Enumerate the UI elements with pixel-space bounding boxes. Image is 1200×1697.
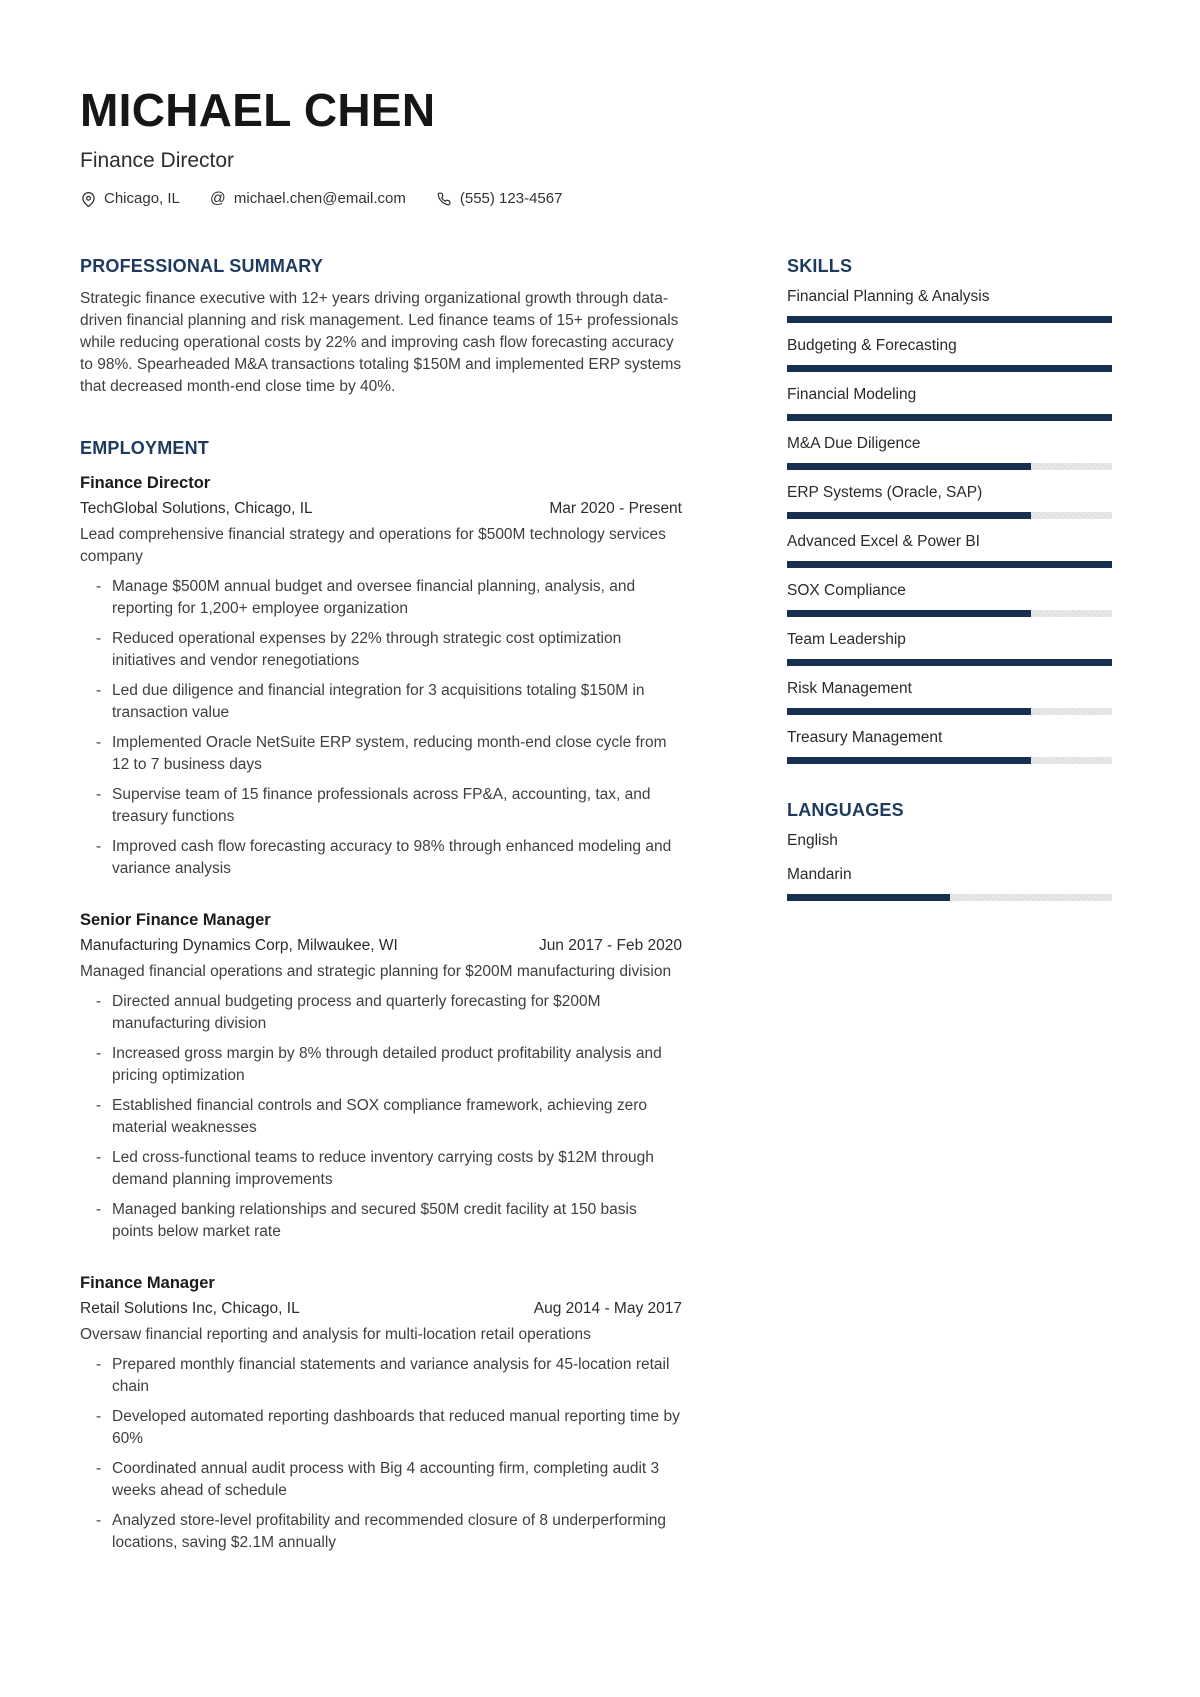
rated-item-label: Treasury Management xyxy=(787,729,943,746)
level-bar-fill xyxy=(787,463,1031,470)
job-bullet: - Prepared monthly financial statements and variance analysis for 45-location retail chain xyxy=(80,1354,682,1397)
job-bullet: - Manage $500M annual budget and oversee financial planning, analysis, and reporting for 1,200+ employee organization xyxy=(80,576,682,619)
level-bar-fill xyxy=(787,561,1112,568)
rated-item-label: Team Leadership xyxy=(787,631,906,648)
employment-heading: EMPLOYMENT xyxy=(80,438,210,458)
skill-item xyxy=(787,533,1112,568)
rated-item-label: Budgeting & Forecasting xyxy=(787,337,957,354)
contact-item xyxy=(80,190,180,208)
level-bar-fill xyxy=(787,512,1031,519)
main-column xyxy=(80,256,682,1562)
level-bar-fill xyxy=(787,365,1112,372)
job-dates: Mar 2020 - Present xyxy=(549,500,682,517)
job-bullet: - Established financial controls and SOX compliance framework, achieving zero material weaknesses xyxy=(80,1095,682,1138)
employment-section xyxy=(80,438,682,1553)
job-entry xyxy=(80,472,682,879)
job-list xyxy=(80,472,682,1553)
rated-item-label: SOX Compliance xyxy=(787,582,906,599)
level-bar xyxy=(787,659,1112,666)
job-bullet: - Developed automated reporting dashboards that reduced manual reporting time by 60% xyxy=(80,1406,682,1449)
contact-text: michael.chen@email.com xyxy=(233,190,406,207)
level-bar-fill xyxy=(787,414,1112,421)
job-bullet: - Managed banking relationships and secured $50M credit facility at 150 basis points below market rate xyxy=(80,1199,682,1242)
job-description: Oversaw financial reporting and analysis for multi-location retail operations xyxy=(80,1326,591,1343)
job-company: Manufacturing Dynamics Corp, Milwaukee, WI xyxy=(80,937,398,954)
person-name: MICHAEL CHEN xyxy=(80,84,436,136)
job-description: Lead comprehensive financial strategy and operations for $500M technology services company xyxy=(80,526,666,565)
job-description: Managed financial operations and strategic planning for $200M manufacturing division xyxy=(80,963,672,980)
language-item xyxy=(787,832,1112,850)
skill-item xyxy=(787,435,1112,470)
job-bullet-list xyxy=(80,1354,682,1553)
job-entry-title: Senior Finance Manager xyxy=(80,911,271,929)
job-bullet: - Supervise team of 15 finance professionals across FP&A, accounting, tax, and treasury functions xyxy=(80,784,682,827)
skill-item xyxy=(787,288,1112,323)
level-bar xyxy=(787,365,1112,372)
resume-header xyxy=(80,86,1112,208)
level-bar-fill xyxy=(787,708,1031,715)
job-bullet: - Reduced operational expenses by 22% through strategic cost optimization initiatives and vendor renegotiations xyxy=(80,628,682,671)
skills-section xyxy=(787,256,1112,764)
skill-item xyxy=(787,386,1112,421)
skill-list xyxy=(787,288,1112,764)
job-company: TechGlobal Solutions, Chicago, IL xyxy=(80,500,313,517)
level-bar-fill xyxy=(787,610,1031,617)
contact-text: Chicago, IL xyxy=(104,190,180,207)
summary-heading: PROFESSIONAL SUMMARY xyxy=(80,256,324,276)
contact-text: (555) 123-4567 xyxy=(459,190,563,207)
at-sign-icon: @ xyxy=(210,190,226,207)
level-bar-fill xyxy=(787,894,950,901)
languages-heading: LANGUAGES xyxy=(787,800,904,820)
rated-item-label: Risk Management xyxy=(787,680,912,697)
job-bullet-list xyxy=(80,991,682,1242)
job-dates: Jun 2017 - Feb 2020 xyxy=(538,937,682,954)
rated-item-label: M&A Due Diligence xyxy=(787,435,921,452)
rated-item-label: Mandarin xyxy=(787,866,852,883)
level-bar xyxy=(787,708,1112,715)
job-entry xyxy=(80,1272,682,1553)
rated-item-label: English xyxy=(787,832,838,849)
job-bullet: - Led due diligence and financial integration for 3 acquisitions totaling $150M in transaction value xyxy=(80,680,682,723)
level-bar-fill xyxy=(787,757,1031,764)
job-bullet: - Implemented Oracle NetSuite ERP system, reducing month-end close cycle from 12 to 7 business days xyxy=(80,732,682,775)
rated-item-label: Financial Planning & Analysis xyxy=(787,288,990,305)
skill-item xyxy=(787,484,1112,519)
level-bar xyxy=(787,463,1112,470)
language-item xyxy=(787,866,1112,901)
location-pin-icon xyxy=(80,191,96,207)
job-bullet: - Analyzed store-level profitability and recommended closure of 8 underperforming locations, saving $2.1M annually xyxy=(80,1510,682,1553)
level-bar xyxy=(787,894,1112,901)
job-bullet: - Improved cash flow forecasting accuracy to 98% through enhanced modeling and variance analysis xyxy=(80,836,682,879)
level-bar xyxy=(787,610,1112,617)
job-bullet: - Increased gross margin by 8% through detailed product profitability analysis and pricing optimization xyxy=(80,1043,682,1086)
rated-item-label: Financial Modeling xyxy=(787,386,917,403)
language-list xyxy=(787,832,1112,901)
job-bullet: - Coordinated annual audit process with Big 4 accounting firm, completing audit 3 weeks ahead of schedule xyxy=(80,1458,682,1501)
person-job-title: Finance Director xyxy=(80,149,235,172)
phone-icon xyxy=(436,191,452,207)
rated-item-label: Advanced Excel & Power BI xyxy=(787,533,980,550)
level-bar xyxy=(787,561,1112,568)
level-bar xyxy=(787,512,1112,519)
summary-text: Strategic finance executive with 12+ years driving organizational growth through data-driven financial planning and risk management. Led finance teams of 15+ professionals while reducing operational costs by 22% and improving cash flow forecasting accuracy to 98%. Spearheaded M&A transactions totaling $150M and implemented ERP systems that decreased month-end close time by 40%. xyxy=(80,290,682,395)
level-bar xyxy=(787,414,1112,421)
level-bar-fill xyxy=(787,316,1112,323)
job-bullet: - Led cross-functional teams to reduce inventory carrying costs by $12M through demand planning improvements xyxy=(80,1147,682,1190)
sidebar-column xyxy=(787,256,1112,1562)
level-bar-fill xyxy=(787,659,1112,666)
contact-item xyxy=(210,190,406,208)
skills-heading: SKILLS xyxy=(787,256,853,276)
skill-item xyxy=(787,582,1112,617)
job-entry xyxy=(80,909,682,1242)
rated-item-label: ERP Systems (Oracle, SAP) xyxy=(787,484,983,501)
job-entry-title: Finance Manager xyxy=(80,1274,215,1292)
summary-section xyxy=(80,256,682,398)
job-entry-title: Finance Director xyxy=(80,474,211,492)
job-bullet: - Directed annual budgeting process and quarterly forecasting for $200M manufacturing division xyxy=(80,991,682,1034)
job-bullet-list xyxy=(80,576,682,879)
skill-item xyxy=(787,631,1112,666)
job-company: Retail Solutions Inc, Chicago, IL xyxy=(80,1300,300,1317)
languages-section xyxy=(787,800,1112,901)
job-dates: Aug 2014 - May 2017 xyxy=(533,1300,682,1317)
skill-item xyxy=(787,680,1112,715)
skill-item xyxy=(787,729,1112,764)
level-bar xyxy=(787,757,1112,764)
level-bar xyxy=(787,316,1112,323)
contact-item xyxy=(436,190,563,208)
skill-item xyxy=(787,337,1112,372)
contact-row xyxy=(80,190,1112,208)
content-columns xyxy=(80,256,1112,1562)
